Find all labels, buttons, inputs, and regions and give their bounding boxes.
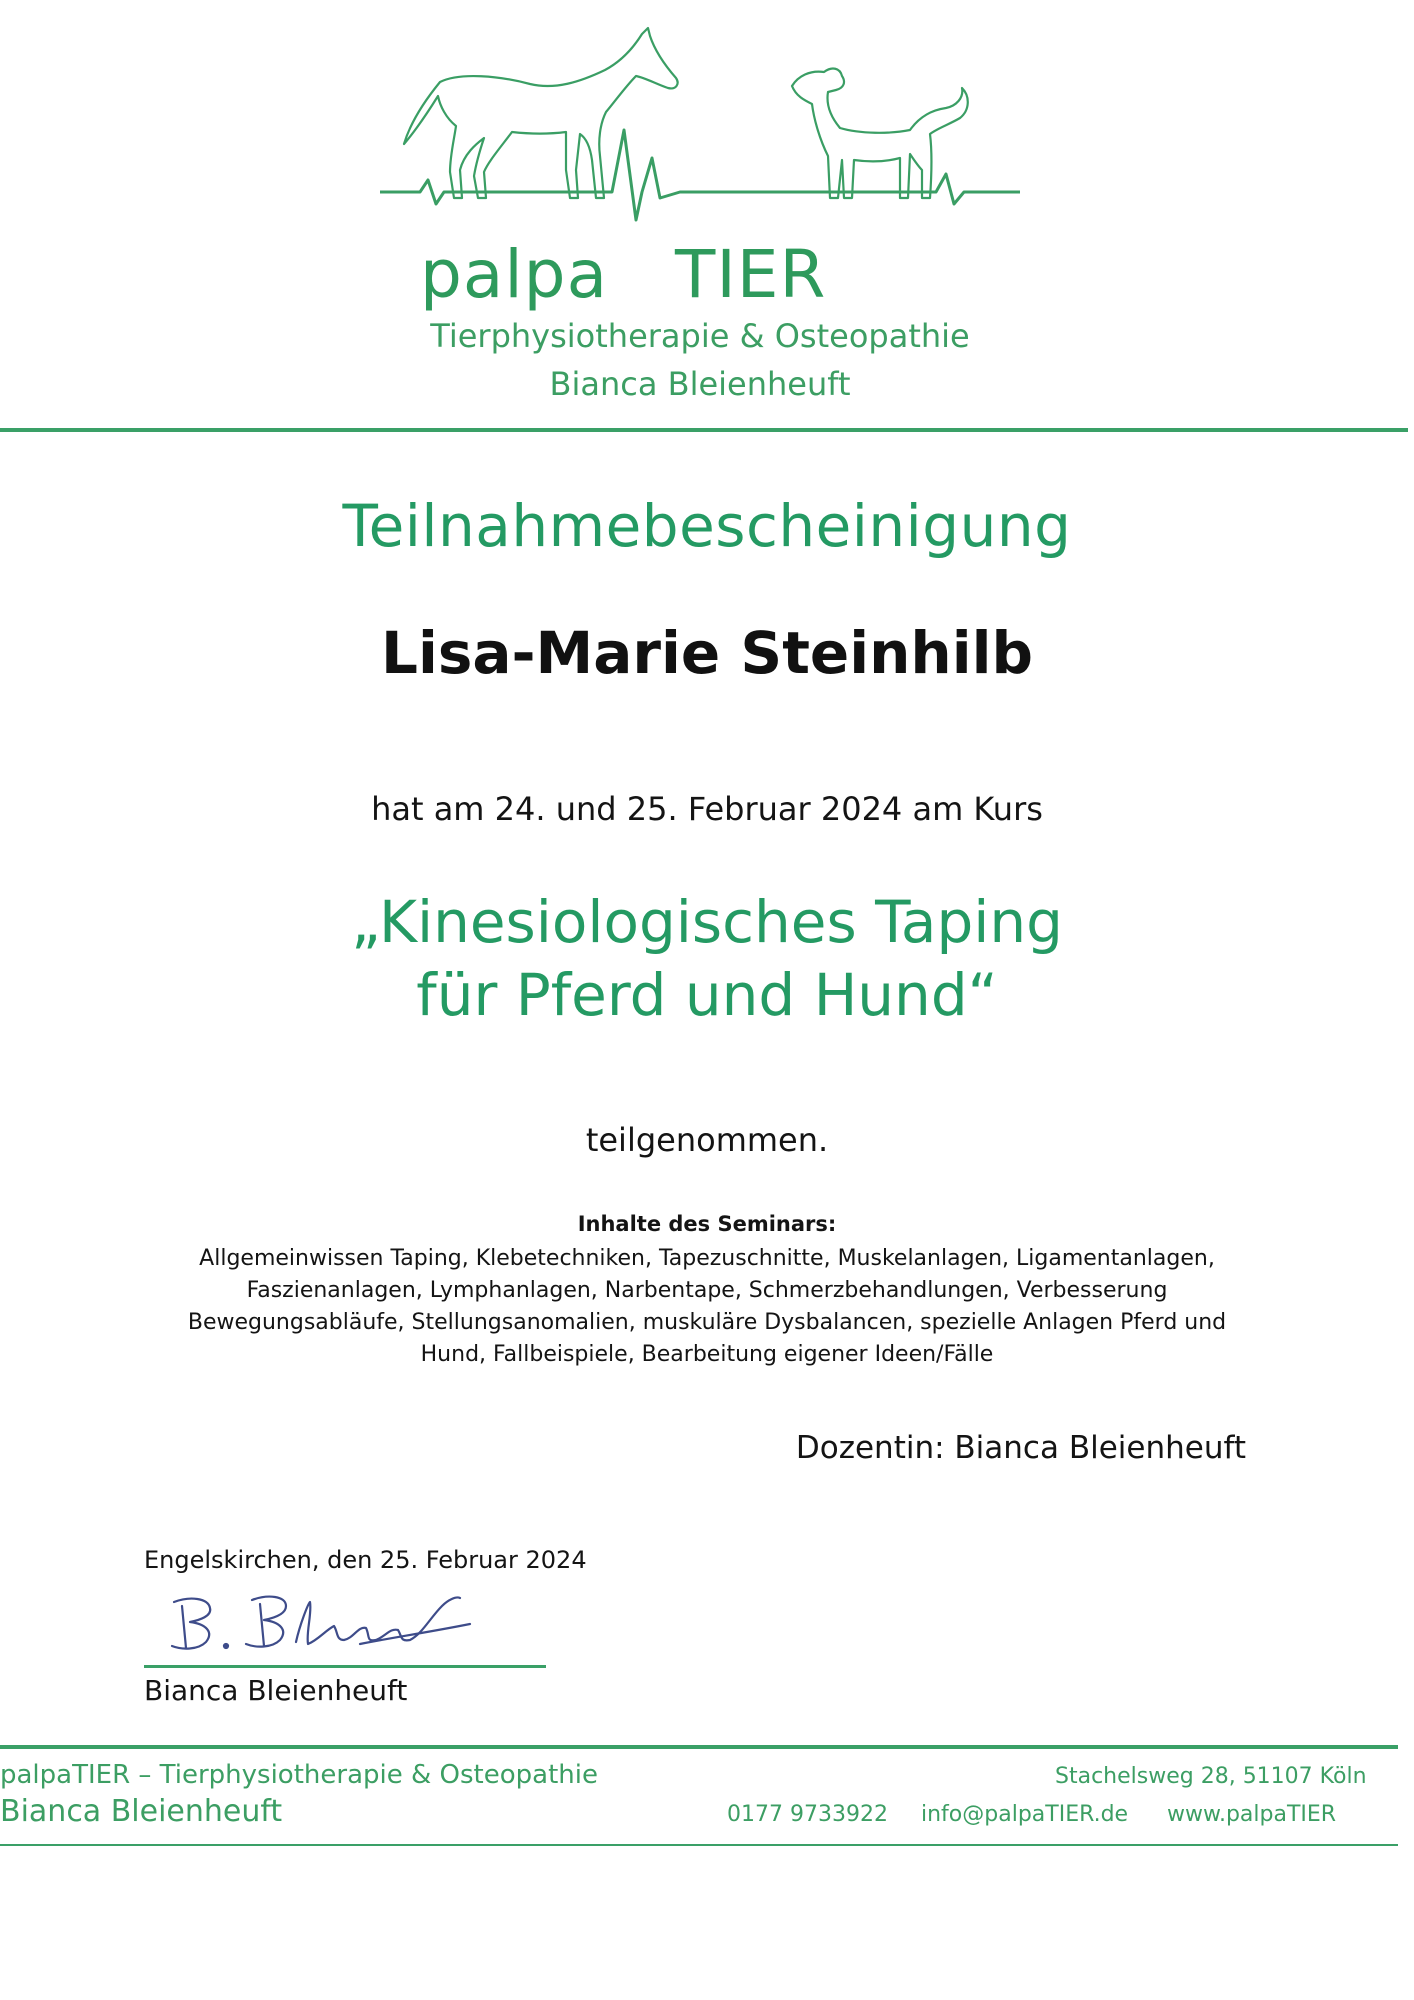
signer-name: Bianca Bleienheuft bbox=[144, 1674, 408, 1707]
participated-text: teilgenommen. bbox=[585, 1121, 829, 1159]
header-divider bbox=[0, 428, 1408, 432]
signature-line bbox=[144, 1665, 546, 1668]
recipient-name: Lisa-Marie Steinhilb bbox=[380, 619, 1034, 687]
place-date: Engelskirchen, den 25. Februar 2024 bbox=[144, 1546, 587, 1574]
footer-website[interactable]: www.palpaTIER bbox=[1167, 1802, 1337, 1827]
footer-top-rule bbox=[0, 1745, 1398, 1749]
handwritten-signature-icon bbox=[160, 1584, 500, 1664]
brand-logo bbox=[380, 20, 1020, 420]
contents-heading: Inhalte des Seminars: bbox=[577, 1212, 837, 1236]
certificate-title: Teilnahmebescheinigung bbox=[342, 492, 1072, 560]
signature-graphic bbox=[160, 1584, 500, 1664]
footer-email[interactable]: info@palpaTIER.de bbox=[921, 1802, 1129, 1827]
footer-bottom-rule bbox=[0, 1844, 1398, 1846]
brand-owner: Bianca Bleienheuft bbox=[549, 365, 851, 403]
course-title bbox=[0, 886, 1414, 1031]
lecturer: Dozentin: Bianca Bleienheuft bbox=[795, 1430, 1246, 1466]
course-intro: hat am 24. und 25. Februar 2024 am Kurs bbox=[371, 790, 1043, 828]
footer-owner: Bianca Bleienheuft bbox=[0, 1794, 283, 1829]
brand-name-part2: TIER bbox=[675, 236, 827, 313]
course-title-line1: „Kinesiologisches Taping bbox=[350, 888, 1063, 956]
horse-dog-heartbeat-icon bbox=[380, 20, 1020, 260]
footer-address: Stachelsweg 28, 51107 Köln bbox=[1055, 1764, 1367, 1789]
footer-company: palpaTIER – Tierphysiotherapie & Osteopathie bbox=[0, 1760, 598, 1790]
contents-text: Allgemeinwissen Taping, Klebetechniken, Tapezuschnitte, Muskelanlagen, Ligamentanlagen, Faszienanlagen, Lymphanlagen, Narbentape, Schmerzbehandlungen, Verbesserung Bewegungsabläufe, Stellungsanomalien, muskuläre Dysbalancen, spezielle Anlagen Pferd und Hund, Fallbeispiele, Bearbeitung eigener Ideen/Fälle bbox=[187, 1246, 1227, 1367]
brand-name-part1: palpa bbox=[420, 236, 609, 313]
footer-phone: 0177 9733922 bbox=[727, 1802, 888, 1827]
course-title-line2: für Pferd und Hund“ bbox=[416, 960, 998, 1029]
brand-subtitle: Tierphysiotherapie & Osteopathie bbox=[430, 317, 970, 355]
